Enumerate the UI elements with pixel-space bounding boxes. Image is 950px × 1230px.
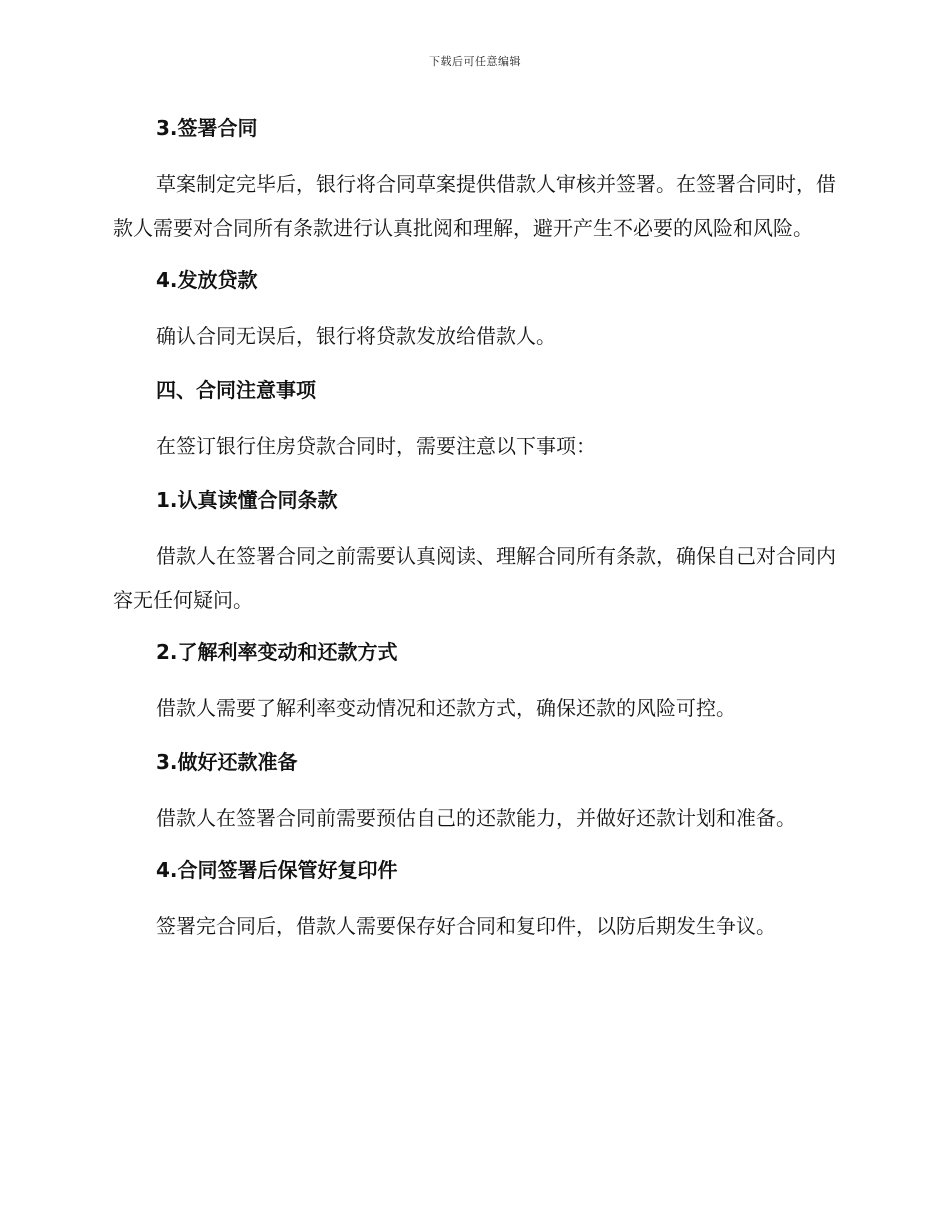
section-heading-contract-notes: 四、合同注意事项 [156,378,316,402]
paragraph-interest-repayment: 借款人需要了解利率变动情况和还款方式，确保还款的风险可控。 [156,696,736,720]
paragraph-loan-disbursement: 确认合同无误后，银行将贷款发放给借款人。 [156,324,556,348]
page-header: 下载后可任意编辑 [429,55,521,68]
section-heading-read-terms: 1.认真读懂合同条款 [156,488,338,512]
section-heading-loan-disbursement: 4.发放贷款 [156,268,258,292]
section-heading-interest-repayment: 2.了解利率变动和还款方式 [156,640,398,664]
paragraph-read-terms: 借款人在签署合同之前需要认真阅读、理解合同所有条款，确保自己对合同内容无任何疑问。 [113,544,836,612]
section-heading-keep-copies: 4.合同签署后保管好复印件 [156,858,398,882]
section-heading-sign-contract: 3.签署合同 [156,116,258,140]
document-body [113,108,843,960]
paragraph-keep-copies: 签署完合同后，借款人需要保存好合同和复印件，以防后期发生争议。 [156,914,776,938]
section-heading-repayment-prep: 3.做好还款准备 [156,750,298,774]
paragraph-sign-contract: 草案制定完毕后，银行将合同草案提供借款人审核并签署。在签署合同时，借款人需要对合同所有条款进行认真批阅和理解，避开产生不必要的风险和风险。 [113,172,836,240]
paragraph-contract-notes-intro: 在签订银行住房贷款合同时，需要注意以下事项： [156,434,596,458]
paragraph-repayment-prep: 借款人在签署合同前需要预估自己的还款能力，并做好还款计划和准备。 [156,806,796,830]
